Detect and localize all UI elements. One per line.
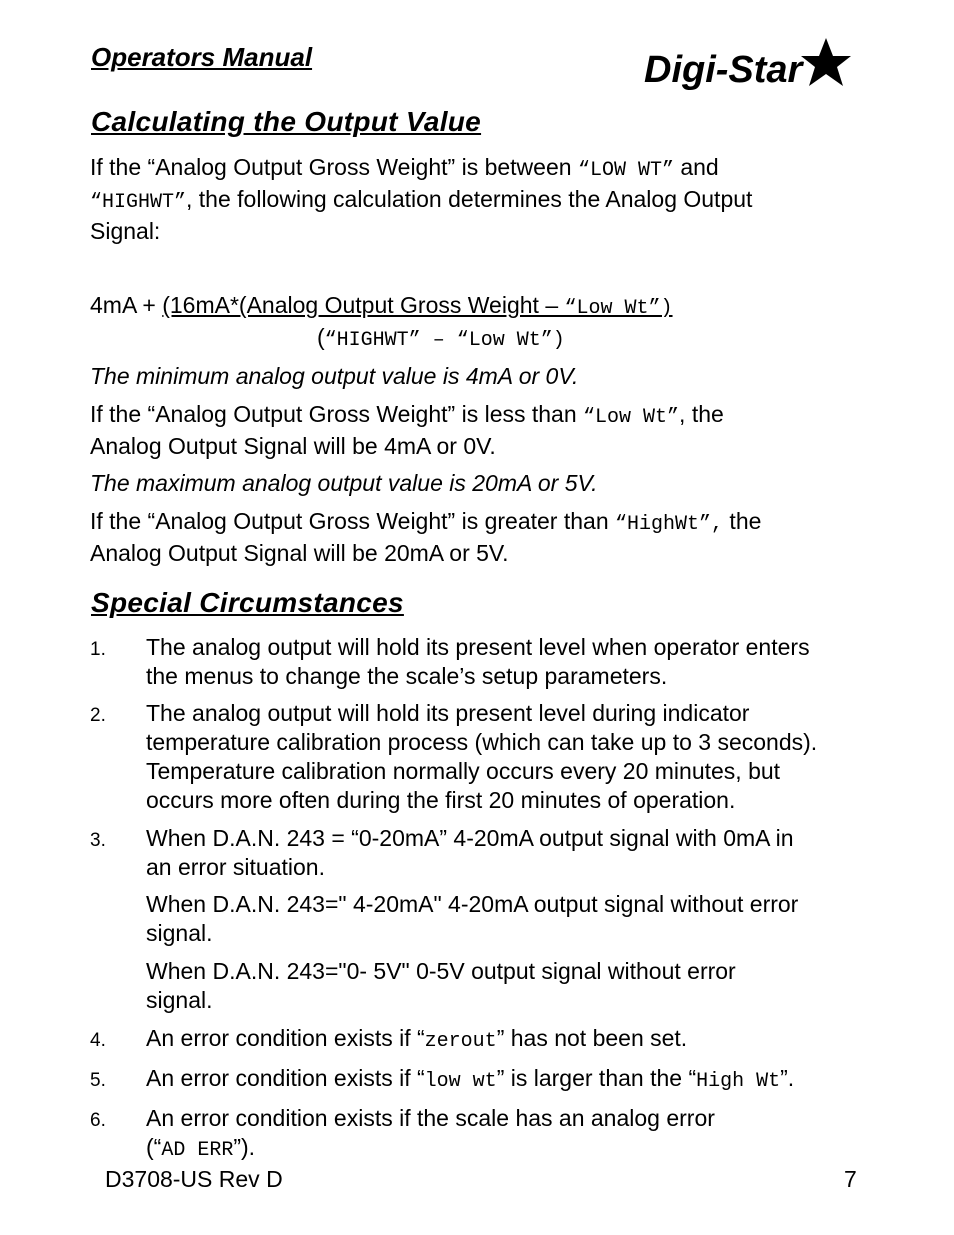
list-number: 3. [90, 830, 106, 851]
note-minimum: The minimum analog output value is 4mA or 0V. [90, 363, 579, 389]
formula-denominator: (“HIGHWT” – “Low Wt”) [317, 324, 565, 352]
code-high-wt: High Wt [696, 1070, 781, 1093]
section-heading-special: Special Circumstances [91, 587, 404, 618]
document-id: D3708-US Rev D [105, 1166, 283, 1192]
code-low-wt-2: “Low Wt” [583, 406, 680, 429]
code-low-wt: “LOW WT” [577, 159, 674, 182]
code-low-wt-3: low wt [424, 1070, 497, 1093]
code-highwt-2: “HighWt”, [615, 513, 724, 536]
list-item: An error condition exists if “zerout” has not been set. [146, 1025, 688, 1053]
logo-text: Digi-Star [644, 49, 803, 91]
paragraph-less-than: If the “Analog Output Gross Weight” is less than “Low Wt”, the Analog Output Signal will be 4mA or 0V. [90, 401, 724, 459]
note-maximum: The maximum analog output value is 20mA or 5V. [90, 470, 598, 496]
star-icon [801, 38, 851, 86]
list-item: An error condition exists if the scale has an analog error (“AD ERR”). [146, 1105, 715, 1162]
manual-title: Operators Manual [91, 42, 313, 72]
list-item-sub: When D.A.N. 243="0- 5V" 0-5V output signal without error signal. [146, 958, 736, 1013]
code-highwt: “HIGHWT” [90, 191, 187, 214]
list-number: 4. [90, 1030, 106, 1051]
list-item: When D.A.N. 243 = “0-20mA” 4-20mA output signal with 0mA in an error situation. [146, 825, 794, 880]
list-item: The analog output will hold its present level when operator enters the menus to change the scale’s setup parameters. [146, 634, 810, 689]
digi-star-logo [644, 36, 854, 94]
list-item: An error condition exists if “low wt” is larger than the “High Wt”. [146, 1065, 795, 1093]
list-number: 6. [90, 1110, 106, 1131]
list-number: 1. [90, 639, 106, 660]
list-number: 5. [90, 1070, 106, 1091]
paragraph-greater-than: If the “Analog Output Gross Weight” is greater than “HighWt”, the Analog Output Signal will be 20mA or 5V. [90, 508, 762, 566]
paragraph-intro: If the “Analog Output Gross Weight” is between “LOW WT” and “HIGHWT”, the following calculation determines the Analog Output Signal: [90, 154, 753, 244]
list-item-sub: When D.A.N. 243=" 4-20mA" 4-20mA output signal without error signal. [146, 891, 799, 946]
section-heading-calculating: Calculating the Output Value [91, 106, 482, 137]
code-ad-err: AD ERR [161, 1139, 234, 1162]
code-zerout: zerout [424, 1030, 497, 1053]
page-number: 7 [844, 1166, 857, 1192]
formula-numerator: (16mA*(Analog Output Gross Weight – “Low Wt”) [162, 292, 673, 320]
list-number: 2. [90, 705, 106, 726]
formula: 4mA + (16mA*(Analog Output Gross Weight – “Low Wt”) (“HIGHWT” – “Low Wt”) [90, 291, 890, 355]
list-item: The analog output will hold its present level during indicator temperature calibration process (which can take up to 3 seconds). Temperature calibration normally occurs every 20 minutes, but occurs more often during the first 20 minutes of operation. [146, 700, 818, 813]
